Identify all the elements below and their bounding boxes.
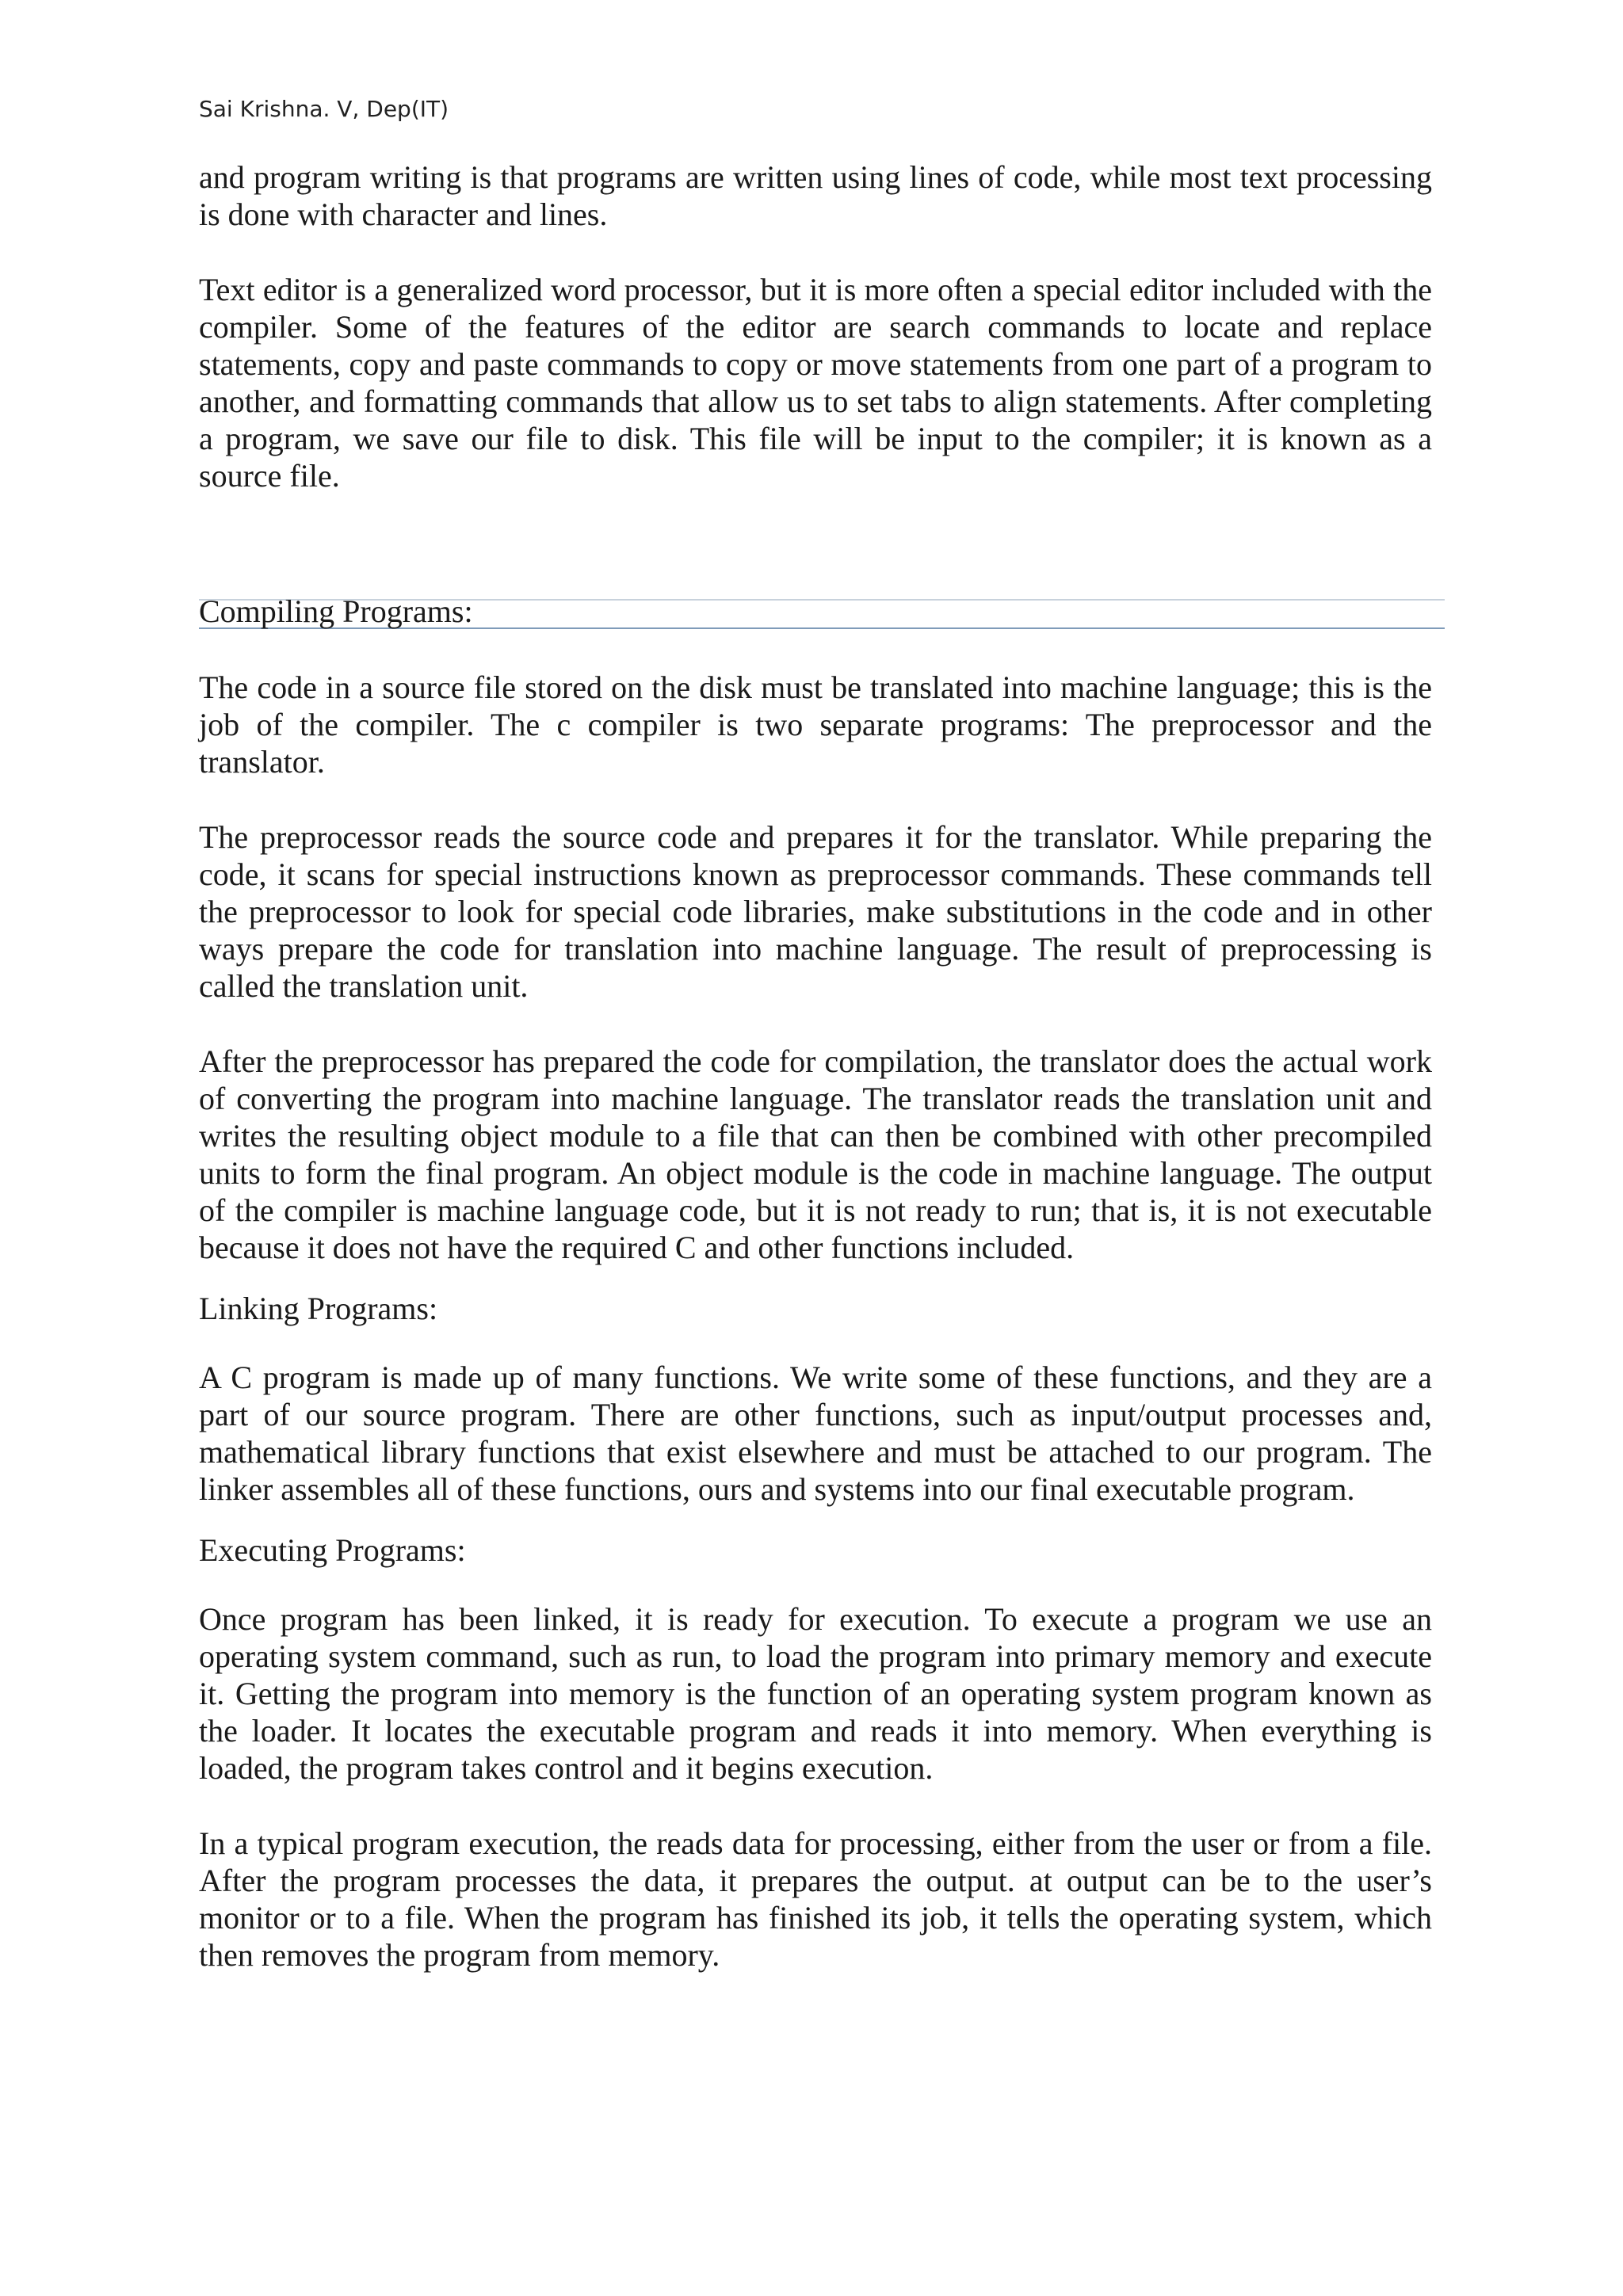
linking-paragraph-1: A C program is made up of many functions. We write some of these functions, and they are a part of our source program. There are other functions, such as input/output processes and, mathematical library functions that exist elsewhere and must be attached to our program. The linker assembles all of these functions, ours and systems into our final executable program. xyxy=(199,1360,1432,1507)
compiling-paragraph-1: The code in a source file stored on the disk must be translated into machine language; this is the job of the compiler. The c compiler is two separate programs: The preprocessor and the translator. xyxy=(199,669,1432,780)
document-body xyxy=(199,158,1432,2012)
compiling-heading-block xyxy=(193,593,1445,629)
executing-heading: Executing Programs: xyxy=(199,1532,466,1568)
executing-paragraph-1: Once program has been linked, it is ready for execution. To execute a program we use an operating system command, such as run, to load the program into primary memory and execute it. Getting the program into memory is the function of an operating system program known as the loader. It locates the executable program and reads it into memory. When everything is loaded, the program takes control and it begins execution. xyxy=(199,1601,1432,1786)
intro-paragraph-2: Text editor is a generalized word processor, but it is more often a special editor included with the compiler. Some of the features of the editor are search commands to locate and replace statements, copy and paste commands to copy or move statements from one part of a program to another, and formatting commands that allow us to set tabs to align statements. After completing a program, we save our file to disk. This file will be input to the compiler; it is known as a source file. xyxy=(199,272,1432,494)
intro-paragraph-1: and program writing is that programs are written using lines of code, while most text processing is done with character and lines. xyxy=(199,159,1432,232)
executing-paragraph-2: In a typical program execution, the reads data for processing, either from the user or from a file. After the program processes the data, it prepares the output. at output can be to the user’s monitor or to a file. When the program has finished its job, it tells the operating system, which then removes the program from memory. xyxy=(199,1825,1432,1973)
page-header: Sai Krishna. V, Dep(IT) xyxy=(199,96,449,122)
compiling-paragraph-2: The preprocessor reads the source code and prepares it for the translator. While preparing the code, it scans for special instructions known as preprocessor commands. These commands tell the preprocessor to look for special code libraries, make substitutions in the code and in other ways prepare the code for translation into machine language. The result of preprocessing is called the translation unit. xyxy=(199,819,1432,1004)
linking-heading: Linking Programs: xyxy=(199,1291,438,1326)
compiling-paragraph-3: After the preprocessor has prepared the code for compilation, the translator does the actual work of converting the program into machine language. The translator reads the translation unit and writes the resulting object module to a file that can then be combined with other precompiled units to form the final program. An object module is the code in machine language. The output of the compiler is machine language code, but it is not ready to run; that is, it is not executable because it does not have the required C and other functions included. xyxy=(199,1043,1432,1265)
compiling-heading: Compiling Programs: xyxy=(199,593,473,629)
